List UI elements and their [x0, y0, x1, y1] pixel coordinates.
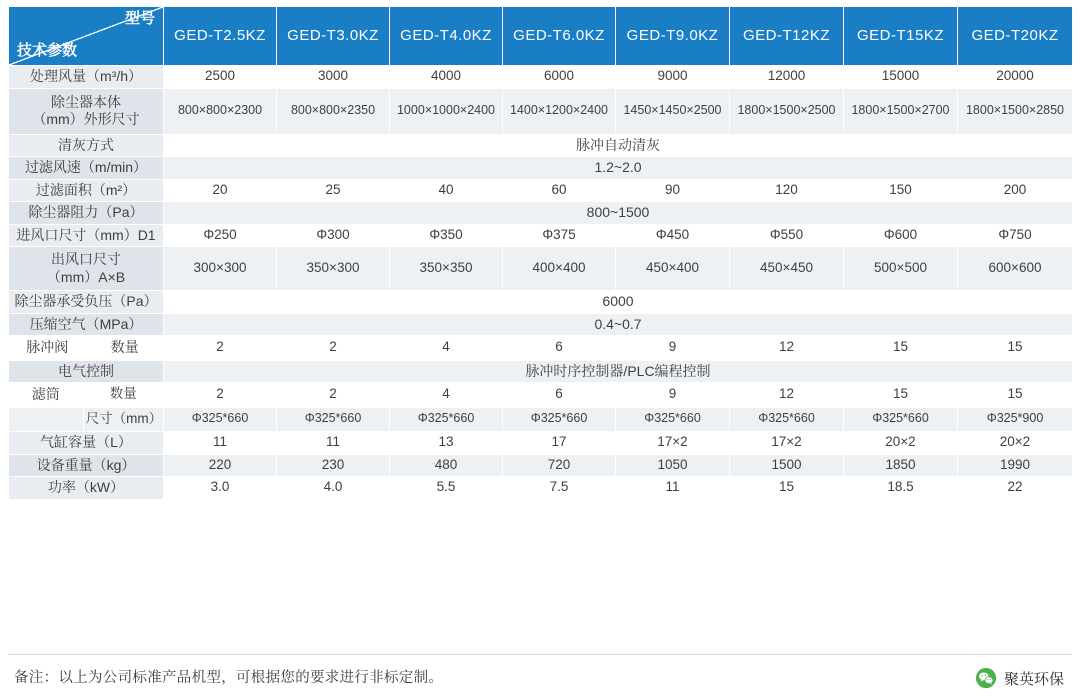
cell-inlet-7: Φ750	[958, 224, 1073, 247]
footer-note: 备注：以上为公司标准产品机型，可根据您的要求进行非标定制。	[14, 670, 444, 686]
table-row	[9, 477, 1073, 500]
cell-cartridge-size-0: Φ325*660	[164, 407, 277, 432]
cell-cylinder-7: 20×2	[958, 432, 1073, 455]
cell-filter-area-2: 40	[390, 179, 503, 202]
cell-airflow-4: 9000	[616, 66, 730, 89]
cell-resistance-value: 800~1500	[164, 202, 1073, 225]
cell-body-dim-0: 800×800×2300	[164, 88, 277, 134]
cell-outlet-5: 450×450	[730, 247, 844, 291]
cell-cartridge-qty-5: 12	[730, 383, 844, 408]
cell-inlet-3: Φ375	[503, 224, 616, 247]
cell-weight-7: 1990	[958, 454, 1073, 477]
cell-power-4: 11	[616, 477, 730, 500]
cell-inlet-0: Φ250	[164, 224, 277, 247]
cell-cartridge-qty-1: 2	[277, 383, 390, 408]
table-header-row	[9, 7, 1073, 66]
table-row	[9, 202, 1073, 225]
cell-inlet-6: Φ600	[844, 224, 958, 247]
table-row	[9, 336, 1073, 361]
cell-cylinder-1: 11	[277, 432, 390, 455]
cell-cylinder-0: 11	[164, 432, 277, 455]
cell-pulse-valve-2: 4	[390, 336, 503, 361]
cell-airflow-0: 2500	[164, 66, 277, 89]
cell-inlet-1: Φ300	[277, 224, 390, 247]
row-label-weight: 设备重量（kg）	[9, 454, 164, 477]
row-label-power: 功率（kW）	[9, 477, 164, 500]
header-param-label: 技术参数	[17, 42, 78, 60]
cell-airflow-3: 6000	[503, 66, 616, 89]
cell-electric-control-value: 脉冲时序控制器/PLC编程控制	[164, 360, 1073, 383]
cell-pulse-valve-5: 12	[730, 336, 844, 361]
header-model-4: GED-T9.0KZ	[616, 7, 730, 66]
cell-pulse-valve-1: 2	[277, 336, 390, 361]
row-label-airflow: 处理风量（m³/h）	[9, 66, 164, 89]
cell-filter-area-3: 60	[503, 179, 616, 202]
label-line-2: （mm）A×B	[46, 268, 126, 285]
cartridge-group-label-2	[9, 408, 83, 432]
row-label-pulse-valve	[9, 336, 164, 361]
header-model-3: GED-T6.0KZ	[503, 7, 616, 66]
header-model-5: GED-T12KZ	[730, 7, 844, 66]
row-label-outlet-size	[9, 247, 164, 291]
cell-filter-area-6: 150	[844, 179, 958, 202]
cell-cylinder-2: 13	[390, 432, 503, 455]
cell-inlet-2: Φ350	[390, 224, 503, 247]
header-model-label: 型号	[124, 10, 155, 27]
cell-cylinder-3: 17	[503, 432, 616, 455]
cartridge-qty-sub-label: 数量	[83, 383, 163, 407]
pulse-valve-group-label: 脉冲阀	[9, 336, 86, 360]
cell-weight-6: 1850	[844, 454, 958, 477]
cell-pulse-valve-3: 6	[503, 336, 616, 361]
table-row	[9, 454, 1073, 477]
cell-power-0: 3.0	[164, 477, 277, 500]
cartridge-group-label: 滤筒	[9, 383, 83, 407]
cell-airflow-7: 20000	[958, 66, 1073, 89]
row-label-filter-area: 过滤面积（m²）	[9, 179, 164, 202]
cell-body-dim-2: 1000×1000×2400	[390, 88, 503, 134]
table-row	[9, 88, 1073, 134]
row-label-negative-pressure: 除尘器承受负压（Pa）	[9, 291, 164, 314]
label-line-2: （mm）外形尺寸	[32, 111, 140, 127]
header-model-2: GED-T4.0KZ	[390, 7, 503, 66]
wechat-icon	[975, 667, 997, 689]
cell-compressed-air-value: 0.4~0.7	[164, 313, 1073, 336]
cell-body-dim-6: 1800×1500×2700	[844, 88, 958, 134]
cell-cartridge-qty-2: 4	[390, 383, 503, 408]
cell-pulse-valve-7: 15	[958, 336, 1073, 361]
cell-airflow-2: 4000	[390, 66, 503, 89]
row-label-inlet-size: 进风口尺寸（mm）D1	[9, 224, 164, 247]
header-model-0: GED-T2.5KZ	[164, 7, 277, 66]
cell-outlet-3: 400×400	[503, 247, 616, 291]
cell-weight-0: 220	[164, 454, 277, 477]
cell-negative-pressure-value: 6000	[164, 291, 1073, 314]
cell-inlet-4: Φ450	[616, 224, 730, 247]
table-row	[9, 134, 1073, 157]
cell-body-dim-5: 1800×1500×2500	[730, 88, 844, 134]
header-corner-cell	[9, 7, 164, 66]
cell-outlet-2: 350×350	[390, 247, 503, 291]
cell-cartridge-qty-6: 15	[844, 383, 958, 408]
cell-pulse-valve-6: 15	[844, 336, 958, 361]
row-label-cartridge-qty	[9, 383, 164, 408]
table-row	[9, 224, 1073, 247]
cell-cartridge-qty-7: 15	[958, 383, 1073, 408]
table-row	[9, 157, 1073, 180]
brand-block	[975, 667, 1064, 689]
table-row	[9, 383, 1073, 408]
cell-cartridge-size-1: Φ325*660	[277, 407, 390, 432]
cell-cartridge-size-5: Φ325*660	[730, 407, 844, 432]
cell-cartridge-qty-3: 6	[503, 383, 616, 408]
cell-outlet-0: 300×300	[164, 247, 277, 291]
pulse-valve-sub-label: 数量	[86, 336, 163, 360]
cell-cartridge-size-2: Φ325*660	[390, 407, 503, 432]
table-row	[9, 179, 1073, 202]
cell-cylinder-6: 20×2	[844, 432, 958, 455]
cell-filter-area-7: 200	[958, 179, 1073, 202]
cell-cartridge-qty-0: 2	[164, 383, 277, 408]
cell-cylinder-4: 17×2	[616, 432, 730, 455]
cell-cartridge-size-6: Φ325*660	[844, 407, 958, 432]
header-model-7: GED-T20KZ	[958, 7, 1073, 66]
cell-airflow-1: 3000	[277, 66, 390, 89]
cell-filter-area-5: 120	[730, 179, 844, 202]
cell-airflow-5: 12000	[730, 66, 844, 89]
table-row	[9, 291, 1073, 314]
cell-power-5: 15	[730, 477, 844, 500]
cell-filter-area-0: 20	[164, 179, 277, 202]
cell-filter-area-4: 90	[616, 179, 730, 202]
cell-filter-speed-value: 1.2~2.0	[164, 157, 1073, 180]
cell-inlet-5: Φ550	[730, 224, 844, 247]
row-label-cylinder-capacity: 气缸容量（L）	[9, 432, 164, 455]
cell-weight-4: 1050	[616, 454, 730, 477]
specification-table	[8, 6, 1073, 500]
row-label-cleaning-method: 清灰方式	[9, 134, 164, 157]
row-label-cartridge-size	[9, 407, 164, 432]
cell-filter-area-1: 25	[277, 179, 390, 202]
cell-power-2: 5.5	[390, 477, 503, 500]
row-label-compressed-air: 压缩空气（MPa）	[9, 313, 164, 336]
cell-weight-2: 480	[390, 454, 503, 477]
cell-pulse-valve-4: 9	[616, 336, 730, 361]
cell-cartridge-size-3: Φ325*660	[503, 407, 616, 432]
table-row	[9, 313, 1073, 336]
cell-outlet-1: 350×300	[277, 247, 390, 291]
header-model-6: GED-T15KZ	[844, 7, 958, 66]
brand-name: 聚英环保	[1003, 670, 1064, 688]
cell-power-7: 22	[958, 477, 1073, 500]
cell-outlet-7: 600×600	[958, 247, 1073, 291]
cell-body-dim-4: 1450×1450×2500	[616, 88, 730, 134]
cell-power-3: 7.5	[503, 477, 616, 500]
cell-weight-1: 230	[277, 454, 390, 477]
cell-power-1: 4.0	[277, 477, 390, 500]
cell-pulse-valve-0: 2	[164, 336, 277, 361]
row-label-resistance: 除尘器阻力（Pa）	[9, 202, 164, 225]
cell-body-dim-1: 800×800×2350	[277, 88, 390, 134]
cell-cleaning-method-value: 脉冲自动清灰	[164, 134, 1073, 157]
label-line-1: 出风口尺寸	[51, 251, 121, 267]
label-line-1: 除尘器本体	[51, 93, 121, 110]
row-label-electric-control: 电气控制	[9, 360, 164, 383]
cell-outlet-4: 450×400	[616, 247, 730, 291]
cartridge-size-sub-label: 尺寸（mm）	[83, 408, 163, 432]
cell-cartridge-size-4: Φ325*660	[616, 407, 730, 432]
footer-divider	[8, 654, 1072, 655]
row-label-body-dimension	[9, 88, 164, 134]
cell-body-dim-7: 1800×1500×2850	[958, 88, 1073, 134]
cell-cylinder-5: 17×2	[730, 432, 844, 455]
cell-cartridge-qty-4: 9	[616, 383, 730, 408]
row-label-filter-speed: 过滤风速（m/min）	[9, 157, 164, 180]
cell-power-6: 18.5	[844, 477, 958, 500]
table-row	[9, 66, 1073, 89]
cell-airflow-6: 15000	[844, 66, 958, 89]
cell-weight-5: 1500	[730, 454, 844, 477]
table-row	[9, 360, 1073, 383]
table-row	[9, 432, 1073, 455]
cell-body-dim-3: 1400×1200×2400	[503, 88, 616, 134]
table-row	[9, 407, 1073, 432]
cell-cartridge-size-7: Φ325*900	[958, 407, 1073, 432]
cell-weight-3: 720	[503, 454, 616, 477]
header-model-1: GED-T3.0KZ	[277, 7, 390, 66]
table-row	[9, 247, 1073, 291]
cell-outlet-6: 500×500	[844, 247, 958, 291]
